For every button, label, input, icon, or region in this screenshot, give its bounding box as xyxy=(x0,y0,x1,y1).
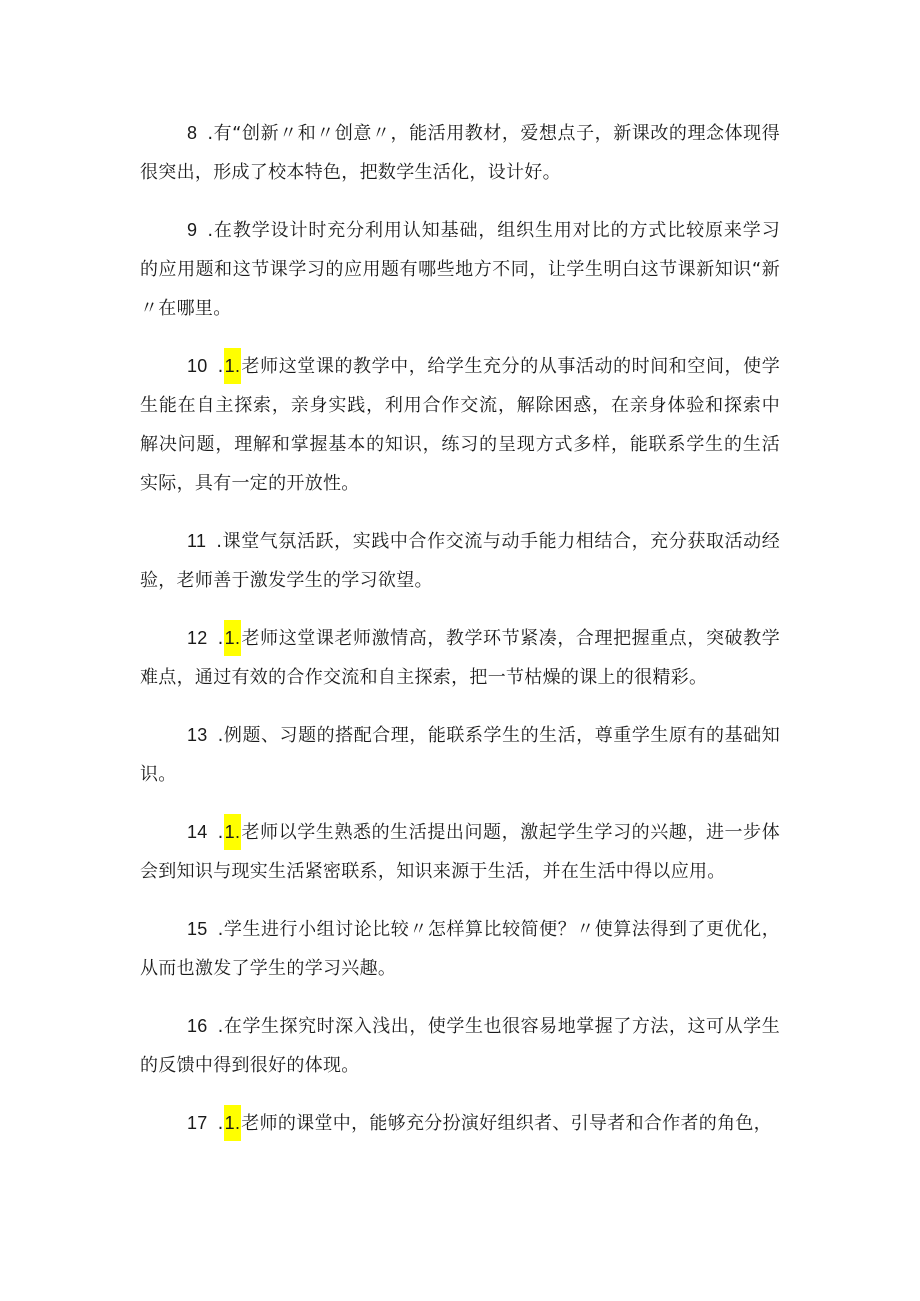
paragraph-10 xyxy=(140,347,780,503)
paragraph-text: 学生进行小组讨论比较〃怎样算比较简便？〃使算法得到了更优化，从而也激发了学生的学习兴趣。 xyxy=(140,919,780,979)
paragraph-dot: . xyxy=(217,919,224,940)
paragraph-text: 在教学设计时充分利用认知基础，组织生用对比的方式比较原来学习的应用题和这节课学习的应用题有哪些地方不同，让学生明白这节课新知识“新〃在哪里。 xyxy=(140,220,780,319)
paragraph-dot: . xyxy=(217,1016,224,1037)
paragraph-dot: . xyxy=(207,220,214,241)
paragraph-number: 10 xyxy=(187,356,208,376)
paragraph-number: 8 xyxy=(187,123,198,143)
paragraph-number: 9 xyxy=(187,220,198,240)
paragraph-number: 16 xyxy=(187,1016,208,1036)
paragraph-number: 14 xyxy=(187,822,208,842)
paragraph-dot: . xyxy=(217,628,224,649)
highlighted-marker: 1. xyxy=(224,620,242,656)
paragraph-16 xyxy=(140,1007,780,1085)
highlighted-marker: 1. xyxy=(224,1105,242,1141)
paragraph-15 xyxy=(140,910,780,988)
paragraph-9 xyxy=(140,211,780,328)
document-body xyxy=(140,114,780,1162)
paragraph-8 xyxy=(140,114,780,192)
paragraph-17 xyxy=(140,1104,780,1143)
paragraph-dot: . xyxy=(217,1113,224,1134)
paragraph-text: 例题、习题的搭配合理，能联系学生的生活，尊重学生原有的基础知识。 xyxy=(140,725,780,785)
paragraph-dot: . xyxy=(216,531,223,552)
paragraph-text: 课堂气氛活跃，实践中合作交流与动手能力相结合，充分获取活动经验，老师善于激发学生的学习欲望。 xyxy=(140,531,780,591)
paragraph-12 xyxy=(140,619,780,697)
paragraph-number: 12 xyxy=(187,628,208,648)
paragraph-text: 在学生探究时深入浅出，使学生也很容易地掌握了方法，这可从学生的反馈中得到很好的体现。 xyxy=(140,1016,780,1076)
paragraph-text: 老师这堂课老师激情高，教学环节紧凑，合理把握重点，突破教学难点，通过有效的合作交流和自主探索，把一节枯燥的课上的很精彩。 xyxy=(140,628,780,688)
highlighted-marker: 1. xyxy=(224,348,242,384)
paragraph-number: 11 xyxy=(187,531,207,551)
paragraph-14 xyxy=(140,813,780,891)
paragraph-11 xyxy=(140,522,780,600)
highlighted-marker: 1. xyxy=(224,814,242,850)
paragraph-13 xyxy=(140,716,780,794)
paragraph-text: 老师这堂课的教学中，给学生充分的从事活动的时间和空间，使学生能在自主探索，亲身实践，利用合作交流，解除困惑，在亲身体验和探索中解决问题，理解和掌握基本的知识，练习的呈现方式多样，能联系学生的生活实际，具有一定的开放性。 xyxy=(140,356,780,494)
paragraph-text: 有“创新〃和〃创意〃，能活用教材，爱想点子，新课改的理念体现得很突出，形成了校本特色，把数学生活化，设计好。 xyxy=(140,123,780,183)
paragraph-dot: . xyxy=(217,822,224,843)
paragraph-dot: . xyxy=(217,356,224,377)
paragraph-dot: . xyxy=(207,123,214,144)
paragraph-number: 13 xyxy=(187,725,208,745)
paragraph-text: 老师以学生熟悉的生活提出问题，激起学生学习的兴趣，进一步体会到知识与现实生活紧密联系，知识来源于生活，并在生活中得以应用。 xyxy=(140,822,780,882)
paragraph-dot: . xyxy=(217,725,224,746)
paragraph-text: 老师的课堂中，能够充分扮演好组织者、引导者和合作者的角色， xyxy=(241,1113,772,1134)
paragraph-number: 17 xyxy=(187,1113,208,1133)
paragraph-number: 15 xyxy=(187,919,208,939)
